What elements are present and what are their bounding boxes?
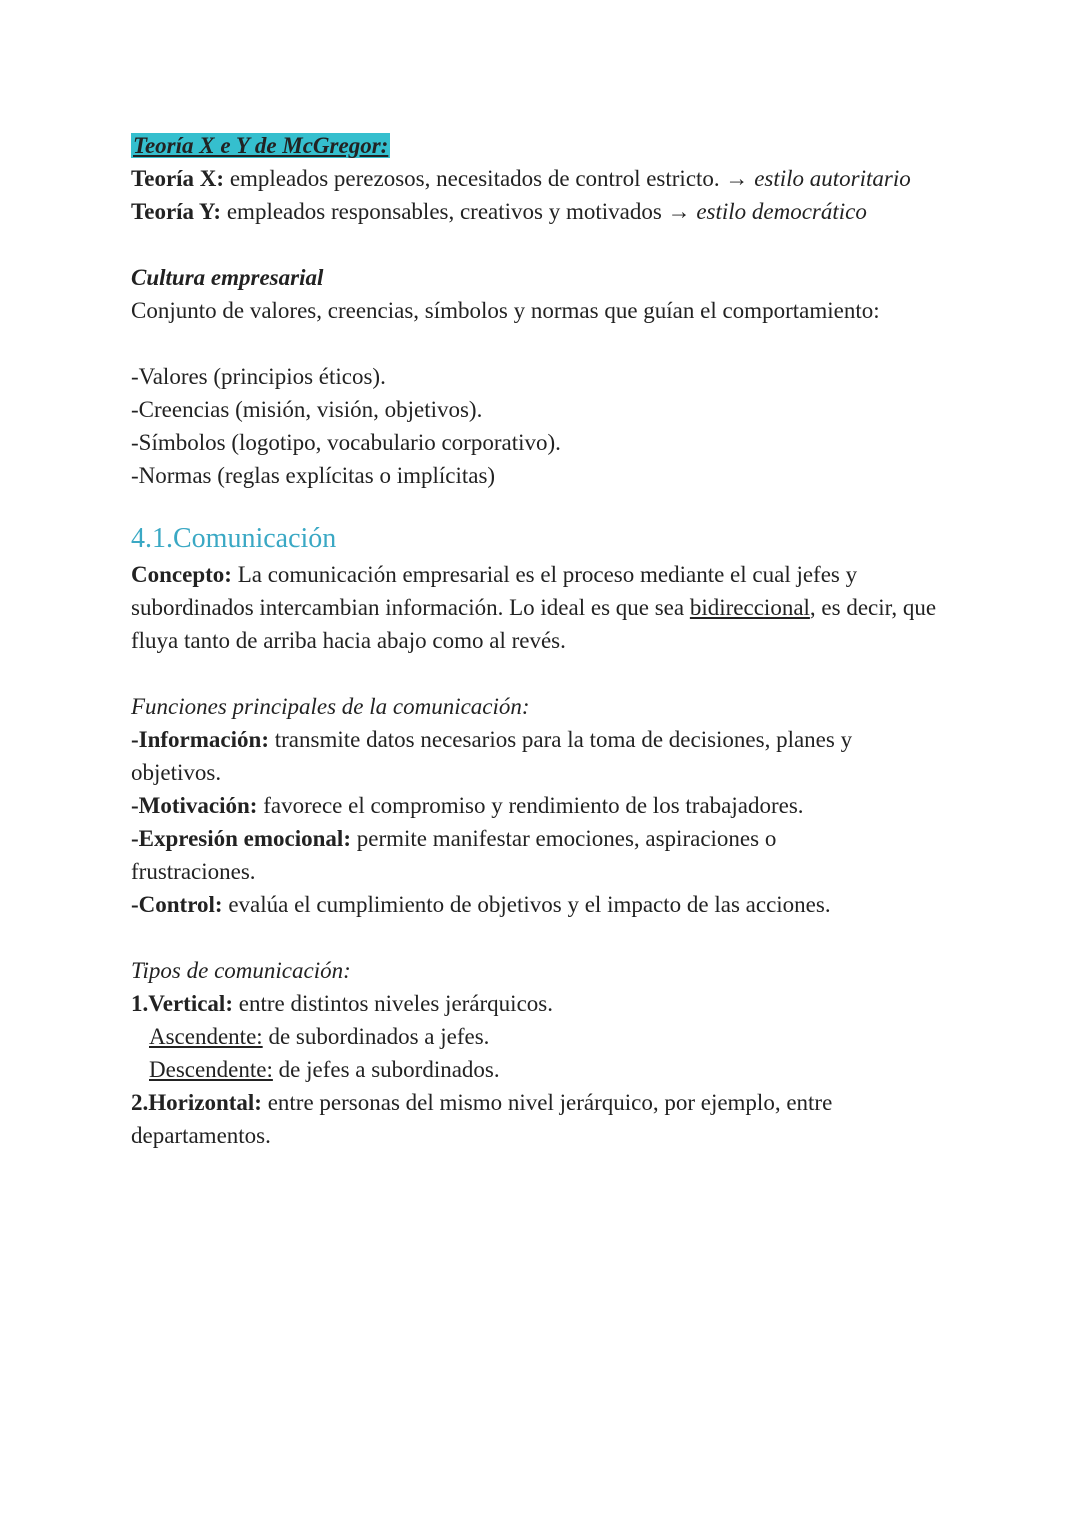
cultura-item-valores: -Valores (principios éticos). <box>131 364 386 389</box>
function-expresion-label: -Expresión emocional: <box>131 826 351 851</box>
concept-text-1: La comunicación empresarial es el proceso mediante el cual jefes y subordinados intercambian información. Lo ideal es que sea <box>131 562 858 620</box>
function-informacion <box>131 723 921 789</box>
functions-heading: Funciones principales de la comunicación: <box>131 694 530 719</box>
concept-label: Concepto: <box>131 562 232 587</box>
type-ascendente-label: Ascendente: <box>149 1024 263 1049</box>
cultura-intro: Conjunto de valores, creencias, símbolos y normas que guían el comportamiento: <box>131 298 880 323</box>
type-vertical-text: entre distintos niveles jerárquicos. <box>232 991 553 1016</box>
cultura-heading: Cultura empresarial <box>131 265 324 290</box>
theory-x-line <box>131 162 960 195</box>
section-title-comunicacion: 4.1.Comunicación <box>131 523 337 554</box>
type-ascendente-text: de subordinados a jefes. <box>262 1024 490 1049</box>
theory-y-text: empleados responsables, creativos y motivados → <box>221 199 697 224</box>
concept-bidireccional: bidireccional <box>689 595 810 620</box>
function-expresion <box>131 822 851 888</box>
function-motivacion-label: -Motivación: <box>131 793 258 818</box>
concept-paragraph <box>131 558 951 657</box>
type-ascendente <box>131 1020 960 1053</box>
type-horizontal <box>131 1086 891 1152</box>
mcgregor-heading-line <box>131 129 960 162</box>
function-expresion-text: permite manifestar emociones, aspiraciones o frustraciones. <box>131 826 777 884</box>
type-descendente <box>131 1053 960 1086</box>
mcgregor-heading: Teoría X e Y de McGregor: <box>133 133 389 158</box>
theory-y-style: estilo democrático <box>696 199 867 224</box>
concept-text-2: , es decir, que fluya tanto de arriba hacia abajo como al revés. <box>131 595 937 653</box>
theory-x-text: empleados perezosos, necesitados de control estricto. → <box>224 166 755 191</box>
cultura-item-creencias: -Creencias (misión, visión, objetivos). <box>131 397 483 422</box>
theory-x-style: estilo autoritario <box>754 166 911 191</box>
theory-y-label: Teoría Y: <box>131 199 222 224</box>
function-control-label: -Control: <box>131 892 223 917</box>
function-informacion-text: transmite datos necesarios para la toma de decisiones, planes y objetivos. <box>131 727 853 785</box>
type-descendente-label: Descendente: <box>149 1057 273 1082</box>
function-motivacion-text: favorece el compromiso y rendimiento de los trabajadores. <box>257 793 804 818</box>
cultura-item-normas: -Normas (reglas explícitas o implícitas) <box>131 463 496 488</box>
function-control <box>131 888 960 921</box>
function-informacion-label: -Información: <box>131 727 269 752</box>
type-vertical-label: 1.Vertical: <box>131 991 233 1016</box>
cultura-item-simbolos: -Símbolos (logotipo, vocabulario corporativo). <box>131 430 561 455</box>
type-descendente-text: de jefes a subordinados. <box>272 1057 500 1082</box>
type-horizontal-text: entre personas del mismo nivel jerárquico, por ejemplo, entre departamentos. <box>131 1090 833 1148</box>
types-heading: Tipos de comunicación: <box>131 958 351 983</box>
type-horizontal-label: 2.Horizontal: <box>131 1090 262 1115</box>
function-control-text: evalúa el cumplimiento de objetivos y el impacto de las acciones. <box>222 892 831 917</box>
type-vertical <box>131 987 960 1020</box>
theory-y-line <box>131 195 960 228</box>
function-motivacion <box>131 789 960 822</box>
theory-x-label: Teoría X: <box>131 166 225 191</box>
